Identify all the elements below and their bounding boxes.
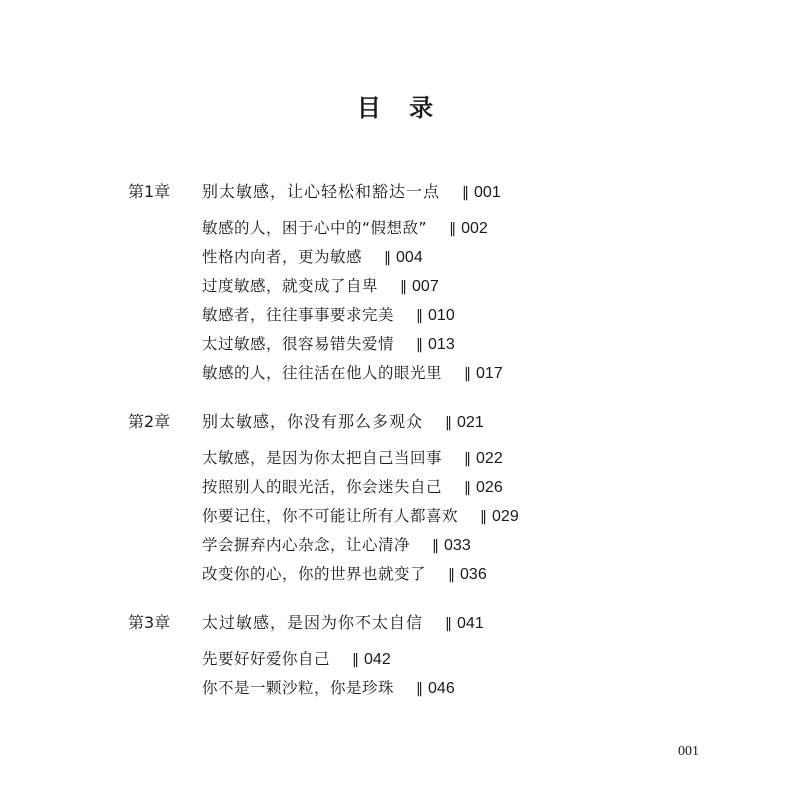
section-list: [202, 444, 688, 589]
chapter-number: 第3章: [128, 613, 171, 632]
chapter-title: 太过敏感，是因为你不太自信: [202, 613, 424, 632]
page-separator: ‖: [448, 567, 455, 583]
section-page-number: 029: [492, 508, 519, 525]
section-title: 你要记住，你不可能让所有人都喜欢: [202, 507, 459, 525]
page-separator: ‖: [480, 509, 487, 525]
section-page-number: 026: [476, 479, 503, 496]
section-list: [202, 645, 688, 703]
page-separator: ‖: [464, 366, 471, 382]
section-page-number: 036: [460, 566, 487, 583]
section-page-number: 033: [444, 537, 471, 554]
section-title: 敏感者，往往事事要求完美: [202, 306, 395, 324]
section-title: 你不是一颗沙粒，你是珍珠: [202, 679, 395, 697]
section-title: 敏感的人，往往活在他人的眼光里: [202, 364, 443, 382]
section-title: 太敏感，是因为你太把自己当回事: [202, 449, 443, 467]
section-title: 学会摒弃内心杂念，让心清净: [202, 536, 411, 554]
section-title: 性格内向者，更为敏感: [202, 248, 363, 266]
section-page-number: 046: [428, 680, 455, 697]
section-entry[interactable]: [202, 301, 688, 330]
page-title: 目 录: [356, 94, 444, 122]
section-entry[interactable]: [202, 531, 688, 560]
section-page-number: 007: [412, 278, 439, 295]
section-entry[interactable]: [202, 444, 688, 473]
section-page-number: 010: [428, 307, 455, 324]
section-entry[interactable]: [202, 502, 688, 531]
chapter-2: [128, 408, 688, 589]
chapter-heading[interactable]: [128, 178, 688, 206]
chapter-3: [128, 609, 688, 703]
section-entry[interactable]: [202, 214, 688, 243]
section-page-number: 042: [364, 651, 391, 668]
section-entry[interactable]: [202, 272, 688, 301]
section-page-number: 017: [476, 365, 503, 382]
section-title: 先要好好爱你自己: [202, 650, 331, 668]
page-separator: ‖: [352, 652, 359, 668]
section-page-number: 002: [461, 220, 488, 237]
page-separator: ‖: [464, 480, 471, 496]
chapter-title: 别太敏感，让心轻松和豁达一点: [202, 182, 441, 201]
section-page-number: 004: [396, 249, 423, 266]
page-folio: 001: [678, 744, 699, 759]
page-separator: ‖: [432, 538, 439, 554]
section-entry[interactable]: [202, 645, 688, 674]
page-separator: ‖: [462, 185, 469, 201]
page-separator: ‖: [416, 308, 423, 324]
section-title: 太过敏感，很容易错失爱情: [202, 335, 395, 353]
section-entry[interactable]: [202, 674, 688, 703]
chapter-heading[interactable]: [128, 408, 688, 436]
section-page-number: 013: [428, 336, 455, 353]
page-separator: ‖: [400, 279, 407, 295]
section-entry[interactable]: [202, 359, 688, 388]
chapter-number: 第1章: [128, 182, 171, 201]
section-title: 过度敏感，就变成了自卑: [202, 277, 379, 295]
section-title: 改变你的心，你的世界也就变了: [202, 565, 427, 583]
chapter-number: 第2章: [128, 412, 171, 431]
page-separator: ‖: [384, 250, 391, 266]
section-title: 敏感的人，困于心中的“假想敌”: [202, 219, 428, 237]
chapter-1: [128, 178, 688, 388]
page-separator: ‖: [416, 337, 423, 353]
page-separator: ‖: [445, 616, 452, 632]
page-separator: ‖: [445, 415, 452, 431]
section-entry[interactable]: [202, 560, 688, 589]
chapter-page-number: 041: [457, 615, 484, 632]
section-list: [202, 214, 688, 388]
section-entry[interactable]: [202, 243, 688, 272]
chapter-heading[interactable]: [128, 609, 688, 637]
section-title: 按照别人的眼光活，你会迷失自己: [202, 478, 443, 496]
chapter-page-number: 001: [474, 184, 501, 201]
chapter-title: 别太敏感，你没有那么多观众: [202, 412, 424, 431]
section-entry[interactable]: [202, 473, 688, 502]
section-page-number: 022: [476, 450, 503, 467]
page-separator: ‖: [449, 221, 456, 237]
page-separator: ‖: [464, 451, 471, 467]
table-of-contents: [128, 178, 688, 723]
chapter-page-number: 021: [457, 414, 484, 431]
page-separator: ‖: [416, 681, 423, 697]
section-entry[interactable]: [202, 330, 688, 359]
